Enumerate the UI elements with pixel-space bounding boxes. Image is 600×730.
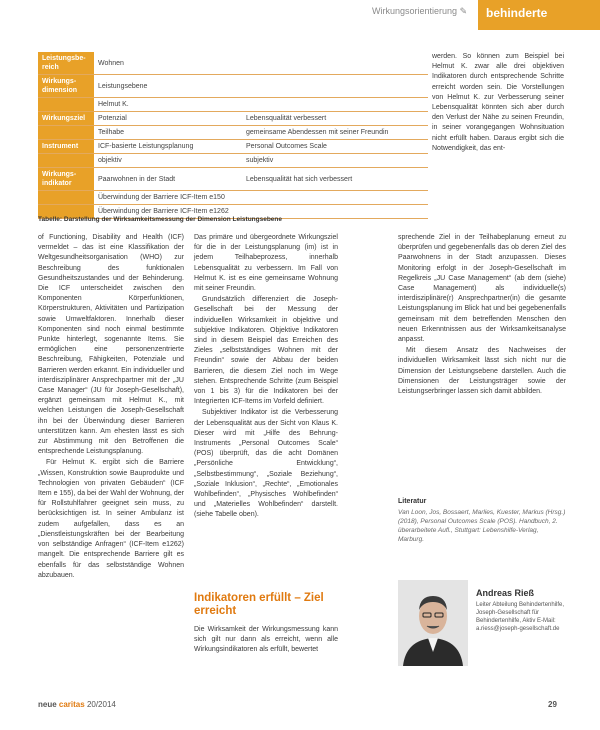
- table-cell: ICF-basierte Leistungsplanung: [94, 140, 242, 154]
- paragraph: Das primäre und übergeordnete Wirkungsziel für die in der Leistungsplanung (im) ist in jedem Teilhabeprozess, innerhalb Lebensqualität zu verbessern. Im Fall von Helmut K. ist es eine gemeinsame Wohnung mit seiner Freundin.: [194, 234, 338, 293]
- section-title: Wirkungsorientierung ✎: [372, 6, 468, 16]
- row-label: [38, 126, 94, 140]
- row-label: Instrument: [38, 140, 94, 154]
- magazine-name-b: caritas: [58, 700, 85, 709]
- literature-heading: Literatur: [398, 498, 427, 505]
- table-cell: Leistungsebene: [94, 75, 242, 98]
- page-number: 29: [548, 700, 557, 709]
- paragraph: sprechende Ziel in der Teilhabeplanung erneut zu überprüfen und gegebenenfalls das ob deren Ziel des Paarwohnens in der Stadt anzupassen. Dieses Monitoring erfolgt in der Joseph-Gesellschaft im Regelkreis „JU Case Management“ (ab dem (siehe) Case Management) als individuelle(s) interdisziplinäre(r) Ansprechpartner(in) die gesamte Leistungsplanung im Blick hat und bei gegebenenfalls gemeinsam mit dem betreffenden Menschen den neuen Erkenntnissen aus der Wirksamkeitsanalyse anpasst.: [398, 234, 566, 344]
- magazine-name-a: neue: [38, 700, 57, 709]
- impact-table: [38, 52, 428, 219]
- table-cell: subjektiv: [242, 154, 428, 168]
- table-row: [38, 52, 428, 75]
- author-name: Andreas Rieß: [476, 588, 535, 598]
- table-cell: Überwindung der Barriere ICF-Item e150: [94, 191, 242, 205]
- footer-magazine: [38, 700, 116, 709]
- table-row: [38, 154, 428, 168]
- table-cell: [242, 52, 428, 75]
- paragraph: Für Helmut K. ergibt sich die Barriere „Wissen, Konstruktion sowie Bauprodukte und Technologien von privaten Gebäuden“ (ICF Item e 155), da bei der Wahl der Wohnung, der für Rollstuhlfahrer geeignet sein muss, zu berücksichtigen ist. In seiner Ambulanz ist zudem aufgefallen, dass es an „Dienstleistungskräften bei der Bearbeitung von selbständige Anfragen“ (ICF-Item e1262) mangelt. Die entsprechende Barriere gilt es ebenfalls für das selbstständige Wohnen abzubauen.: [38, 459, 184, 579]
- row-label: Wirkungsziel: [38, 112, 94, 126]
- column-3-top-text: [432, 52, 564, 155]
- issue-number: 20/2014: [86, 700, 116, 709]
- paragraph: of Functioning, Disability and Health (ICF) vermeldet – das ist eine Klassifikation der Weltgesundheitsorganisation (WHO) zur Beschreibung des funktionalen Gesundheitszustandes und der Behinderung. Die ICF unterscheidet zwischen den Komponenten Körperfunktionen, Körperstrukturen, Aktivitäten und Partizipation sowie Umweltfaktoren. Innerhalb dieser Komponenten sind noch einmal bestimmte Punkte hinterlegt, sogenannte Items. Sie ermöglichen eine personenzentrierte Beschreibung, Fähigkeiten, Potenziale und Barrieren werden erkannt. Ein individueller und interdisziplinärer Ansprechpartner mit der „JU Case Manager“ (JU für Joseph-Gesellschaft), ergänzt gemeinsam mit Helmut K., mit welchen Leistungen die Joseph-Gesellschaft ihn bei der Überwindung dieser Barrieren unterstützen kann. Am ehesten lässt es sich zur Abstimmung mit den Betroffenen die entsprechende Leistungsplanung.: [38, 234, 184, 456]
- paragraph: Grundsätzlich differenziert die Joseph-Gesellschaft bei der Messung der individuellen Wirksamkeit in objektive und subjektive Indikatoren. Objektive Indikatoren sind in diesem Beispiel das Erreichen des Zieles „selbstständiges Wohnen mit der Freundin“ sowie der Abbau der beiden Barrieren, die diesem Ziel noch im Wege stehen. Entsprechende Schritte (zum Beispiel von 1 bis 3) für die Indikatoren bei der Integrierten ICF-Items im Vorfeld definiert.: [194, 296, 338, 406]
- column-2: [194, 233, 338, 522]
- table-row: [38, 75, 428, 98]
- column-3: [398, 233, 566, 398]
- paragraph: Mit diesem Ansatz des Nachweises der individuellen Wirksamkeit lässt sich nicht nur die Dimension der Leistungsebene darstellen. Auch die Dimensionen der Leistungsträger sowie der Leistungserbringer lassen sich damit abbilden.: [398, 347, 566, 396]
- row-label: Wirkungs-dimension: [38, 75, 94, 98]
- table-cell: Paarwohnen in der Stadt: [94, 168, 242, 191]
- table-cell: Lebensqualität verbessert: [242, 112, 428, 126]
- table-cell: Lebensqualität hat sich verbessert: [242, 168, 428, 191]
- author-photo: [398, 580, 468, 666]
- author-bio: Leiter Abteilung Behindertenhilfe, Joseph-Gesellschaft für Behindertenhilfe, Aktiv E-Mail: a.riess@joseph-gesellschaft.de: [476, 602, 565, 632]
- table-cell: Wohnen: [94, 52, 242, 75]
- category-badge: [478, 0, 600, 30]
- paragraph: werden. So können zum Beispiel bei Helmut K. zwar alle drei objektiven Indikatoren durch entsprechende Schritte erreicht worden sein. Die Vorstellungen von Helmut K. zur Verbesserung seiner Lebensqualität könnten sich aber durch den Verlust der Nähe zu seinen Freundin, in seiner vorangegangen Wohnsituation nicht erfüllt haben. Daraus ergibt sich die Notwendigkeit, das ent-: [432, 53, 564, 152]
- column-1: [38, 233, 184, 582]
- table-row: [38, 98, 428, 112]
- table-cell: gemeinsame Abendessen mit seiner Freundin: [242, 126, 428, 140]
- row-label: Leistungsbe-reich: [38, 52, 94, 75]
- row-label: [38, 191, 94, 205]
- table-caption: Tabelle: Darstellung der Wirksamkeitsmessung der Dimension Leistungsebene: [38, 216, 283, 223]
- table-row: [38, 191, 428, 205]
- row-label: [38, 154, 94, 168]
- column-2-bottom: [194, 625, 338, 657]
- table-cell: objektiv: [94, 154, 242, 168]
- table-row: [38, 112, 428, 126]
- row-label: [38, 98, 94, 112]
- paragraph: Die Wirksamkeit der Wirkungsmessung kann sich gilt nur dann als erreicht, wenn alle Wirkungsindikatoren als erfüllt, bewertet: [194, 626, 338, 654]
- table-cell: [242, 98, 428, 112]
- table-row: [38, 168, 428, 191]
- paragraph: Subjektiver Indikator ist die Verbesserung der Lebensqualität aus der Sicht von Klaus K. Dieser wird mit „Hilfe des Behrung-Instruments „Personal Outcomes Scale“ (POS) überprüft, das die acht Domänen „Persönliche Entwicklung“, „Selbstbestimmung“, „Soziale Beziehung“, „Soziale Inklusion“, „Rechte“, „Emotionales Wohlbefinden“, „Physisches Wohlbefinden“ und „Materielles Wohlbefinden“ darstellt. (siehe Tabelle oben).: [194, 409, 338, 519]
- table-cell: Überwindung der Barriere ICF-Item e1262: [94, 205, 242, 219]
- category-badge-label: behinderte: [486, 6, 548, 20]
- table-cell: [242, 75, 428, 98]
- table-cell: Personal Outcomes Scale: [242, 140, 428, 154]
- literature-reference: Van Loon, Jos, Bossaert, Marlies, Kuester, Markus (Hrsg.) (2018), Personal Outcomes Scale (POS). Handbuch, 2. überarbeitete Aufl., Stuttgart: Lebenshilfe-Verlag, Marburg.: [398, 509, 566, 543]
- table-cell: [242, 191, 428, 205]
- table-cell: Helmut K.: [94, 98, 242, 112]
- pencil-icon: ✎: [459, 6, 468, 16]
- row-label: Wirkungs-indikator: [38, 168, 94, 191]
- table-cell: Teilhabe: [94, 126, 242, 140]
- section-subheading: Indikatoren erfüllt – Ziel erreicht: [194, 592, 324, 617]
- table-row: [38, 126, 428, 140]
- table-row: [38, 140, 428, 154]
- table-cell: Potenzial: [94, 112, 242, 126]
